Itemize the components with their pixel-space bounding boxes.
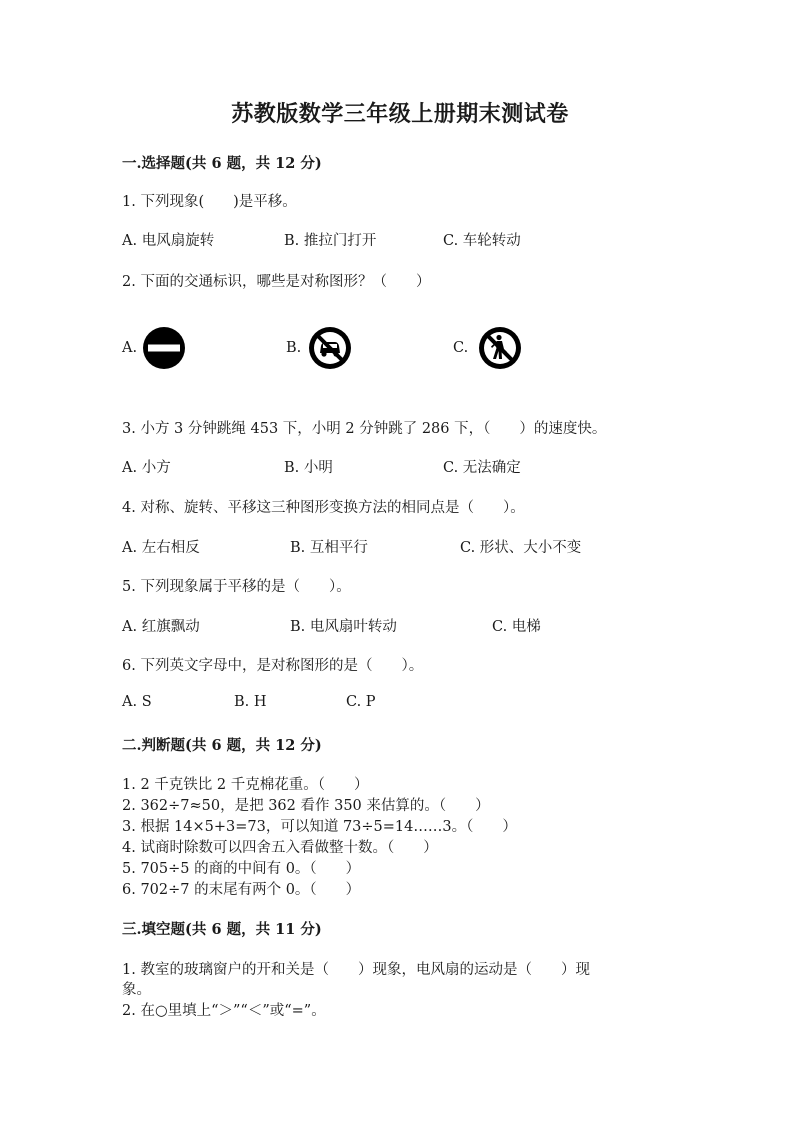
section-heading: 一.选择题(共 6 题，共 12 分)	[122, 155, 322, 172]
option-b: B. 小明	[284, 460, 333, 476]
option-b: B. 推拉门打开	[284, 233, 377, 249]
question-text: 1. 下列现象( )是平移。	[122, 194, 297, 210]
judgement-item: 2. 362÷7≈50，是把 362 看作 350 来估算的。（ ）	[122, 798, 490, 814]
no-motor-vehicle-sign-icon	[308, 326, 352, 370]
option-a: A. 红旗飘动	[122, 619, 200, 635]
no-entry-sign-icon	[142, 326, 186, 370]
option-a: A. 小方	[122, 460, 171, 476]
option-c: C.	[453, 340, 469, 356]
page-title: 苏教版数学三年级上册期末测试卷	[231, 101, 569, 127]
option-a: A. S	[122, 694, 152, 710]
judgement-item: 6. 702÷7 的末尾有两个 0。（ ）	[122, 882, 361, 898]
option-b: B. 互相平行	[290, 540, 368, 556]
option-c: C. P	[346, 694, 376, 710]
fill-item: 2. 在○里填上“＞”“＜”或“=”。	[122, 1003, 326, 1019]
option-c: C. 电梯	[492, 619, 541, 635]
option-b: B.	[286, 340, 302, 356]
question-text: 6. 下列英文字母中，是对称图形的是（ ）。	[122, 658, 424, 674]
question-text: 3. 小方 3 分钟跳绳 453 下，小明 2 分钟跳了 286 下，（ ）的速度快。	[122, 421, 607, 437]
question-text: 2. 下面的交通标识，哪些是对称图形？（ ）	[122, 274, 431, 290]
no-pedestrian-sign-icon	[478, 326, 522, 370]
option-c: C. 车轮转动	[443, 233, 521, 249]
option-a: A. 电风扇旋转	[122, 233, 215, 249]
judgement-item: 3. 根据 14×5+3=73，可以知道 73÷5=14……3。（ ）	[122, 819, 517, 835]
option-c: C. 无法确定	[443, 460, 521, 476]
judgement-item: 5. 705÷5 的商的中间有 0。（ ）	[122, 861, 361, 877]
question-text: 4. 对称、旋转、平移这三种图形变换方法的相同点是（ ）。	[122, 500, 525, 516]
judgement-item: 1. 2 千克铁比 2 千克棉花重。（ ）	[122, 777, 369, 793]
fill-item: 1. 教室的玻璃窗户的开和关是（ ）现象，电风扇的运动是（ ）现	[122, 962, 590, 978]
section-heading: 二.判断题(共 6 题，共 12 分)	[122, 737, 322, 754]
option-a: A.	[122, 340, 138, 356]
option-b: B. H	[234, 694, 267, 710]
section-heading: 三.填空题(共 6 题，共 11 分)	[122, 921, 322, 938]
judgement-item: 4. 试商时除数可以四舍五入看做整十数。（ ）	[122, 840, 438, 856]
fill-item-continuation: 象。	[122, 982, 151, 998]
option-c: C. 形状、大小不变	[460, 540, 582, 556]
option-b: B. 电风扇叶转动	[290, 619, 397, 635]
question-text: 5. 下列现象属于平移的是（ ）。	[122, 579, 351, 595]
option-a: A. 左右相反	[122, 540, 200, 556]
